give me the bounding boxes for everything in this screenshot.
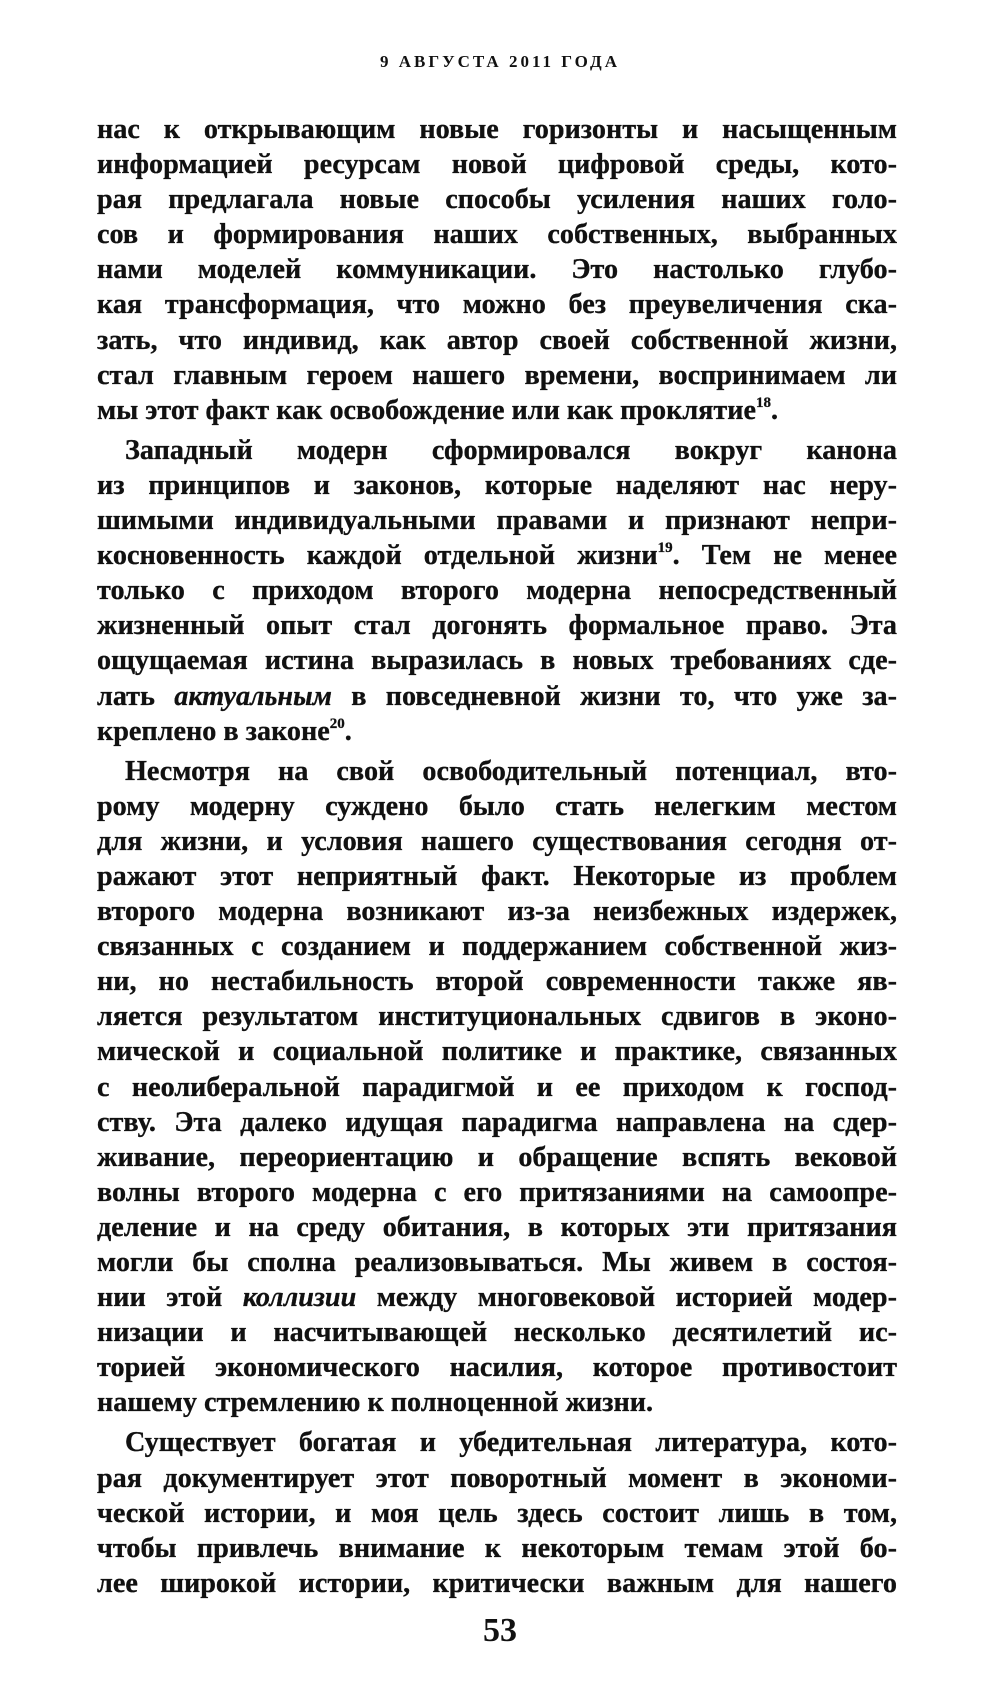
text-run: . [771,394,779,426]
text-line [97,323,897,358]
text-run: шимыми индивидуальными правами и признают непри- [97,505,897,537]
text-run: нас к открывающим новые горизонты и насыщенным [97,114,897,145]
text-line [97,182,897,217]
text-line [97,1385,897,1420]
text-run: деление и на среду обитания, в которых эти притязания [97,1211,897,1243]
paragraph [97,1425,897,1600]
text-line [97,1531,897,1566]
emphasis: коллизии [242,1282,357,1314]
text-run: лать [97,680,175,712]
text-line [97,679,897,714]
text-run: ни, но нестабильность второй современности также яв- [97,966,897,998]
text-line [97,433,897,468]
text-line [97,1280,897,1315]
text-line [97,538,897,573]
text-line [97,929,897,964]
text-line [97,112,897,147]
text-line [97,1175,897,1210]
footnote-ref: 19 [657,540,673,557]
paragraph [97,754,897,1421]
emphasis: актуальным [174,680,332,712]
text-line [97,964,897,999]
text-line [97,894,897,929]
text-run: информацией ресурсам новой цифровой среды, кото- [97,149,897,181]
paragraph [97,112,897,428]
text-line [97,1140,897,1175]
text-run: рому модерну суждено было стать нелегким местом [97,790,897,822]
text-run: креплено в законе [97,715,330,747]
text-line [97,1350,897,1385]
text-run: для жизни, и условия нашего существования сегодня от- [97,825,897,857]
page-number: 53 [483,1612,517,1649]
footnote-ref: 18 [756,394,771,411]
text-line [97,147,897,182]
text-run: жизненный опыт стал догонять формальное право. Эта [97,610,897,642]
text-run: лее широкой истории, критически важным для нашего [97,1567,897,1599]
text-run: связанных с созданием и поддержанием собственной жиз- [97,931,897,963]
text-run: Западный модерн сформировался вокруг канона [125,434,897,466]
text-line [97,503,897,538]
text-run: в повседневной жизни то, что уже за- [331,680,897,712]
text-line [97,754,897,789]
text-line [97,468,897,503]
text-line [97,1461,897,1496]
text-run: рая предлагала новые способы усиления наших голо- [97,184,897,216]
text-line [97,608,897,643]
text-line [97,1425,897,1460]
text-run: мы этот факт как освобождение или как проклятие [97,394,756,426]
text-run: живание, переориентацию и обращение вспять вековой [97,1141,897,1173]
text-line [97,859,897,894]
text-run: . [344,715,352,747]
text-run: косновенность каждой отдельной жизни [97,540,658,572]
text-line [97,393,897,428]
text-line [97,287,897,322]
text-run: между многовековой историей модер- [356,1282,897,1314]
text-run: ляется результатом институциональных сдвигов в эконо- [97,1001,897,1033]
text-run: стал главным героем нашего времени, воспринимаем ли [97,359,897,391]
text-run: низации и насчитывающей несколько десятилетий ис- [97,1317,897,1349]
text-run: рая документирует этот поворотный момент в экономи- [97,1462,897,1494]
text-run: нашему стремлению к полноценной жизни. [97,1387,654,1419]
text-line [97,999,897,1034]
text-line [97,789,897,824]
text-run: Существует богатая и убедительная литература, кото- [125,1427,897,1459]
text-run: кая трансформация, что можно без преувеличения ска- [97,289,897,321]
text-run: ству. Эта далеко идущая парадигма направлена на сдер- [97,1106,897,1138]
text-run: зать, что индивид, как автор своей собственной жизни, [97,324,897,356]
text-line [97,217,897,252]
text-run: волны второго модерна с его притязаниями на самоопре- [97,1176,897,1208]
footnote-ref: 20 [329,715,345,732]
text-line [97,573,897,608]
running-head: 9 АВГУСТА 2011 ГОДА [379,52,620,71]
text-run: сов и формирования наших собственных, выбранных [97,219,897,251]
text-line [97,1034,897,1069]
text-line [97,1105,897,1140]
text-line [97,252,897,287]
text-run: только с приходом второго модерна непосредственный [97,575,897,607]
text-run: Несмотря на свой освободительный потенциал, вто- [125,755,897,787]
text-run: торией экономического насилия, которое противостоит [97,1352,897,1384]
text-line [97,824,897,859]
text-line [97,1070,897,1105]
text-run: мической и социальной политике и практике, связанных [97,1036,897,1068]
text-run: могли бы сполна реализовываться. Мы живем в состоя- [97,1247,897,1278]
text-line [97,1210,897,1245]
text-run: . Тем не менее [672,540,897,572]
paragraph [97,433,897,749]
text-run: ощущаемая истина выразилась в новых требованиях сде- [97,645,897,677]
text-run: нии этой [97,1282,243,1314]
text-run: второго модерна возникают из-за неизбежных издержек, [97,896,897,928]
text-run: чтобы привлечь внимание к некоторым темам этой бо- [97,1532,897,1564]
text-run: ражают этот неприятный факт. Некоторые из проблем [97,860,897,892]
text-line [97,1496,897,1531]
body-text [97,112,897,1601]
text-run: из принципов и законов, которые наделяют нас неру- [97,469,897,501]
text-line [97,1566,897,1601]
text-line [97,1245,897,1280]
text-line [97,1315,897,1350]
text-run: с неолиберальной парадигмой и ее приходом к господ- [97,1071,897,1103]
text-line [97,643,897,678]
text-line [97,358,897,393]
text-line [97,714,897,749]
text-run: нами моделей коммуникации. Это настолько глубо- [97,254,897,286]
text-run: ческой истории, и моя цель здесь состоит лишь в том, [97,1497,897,1529]
